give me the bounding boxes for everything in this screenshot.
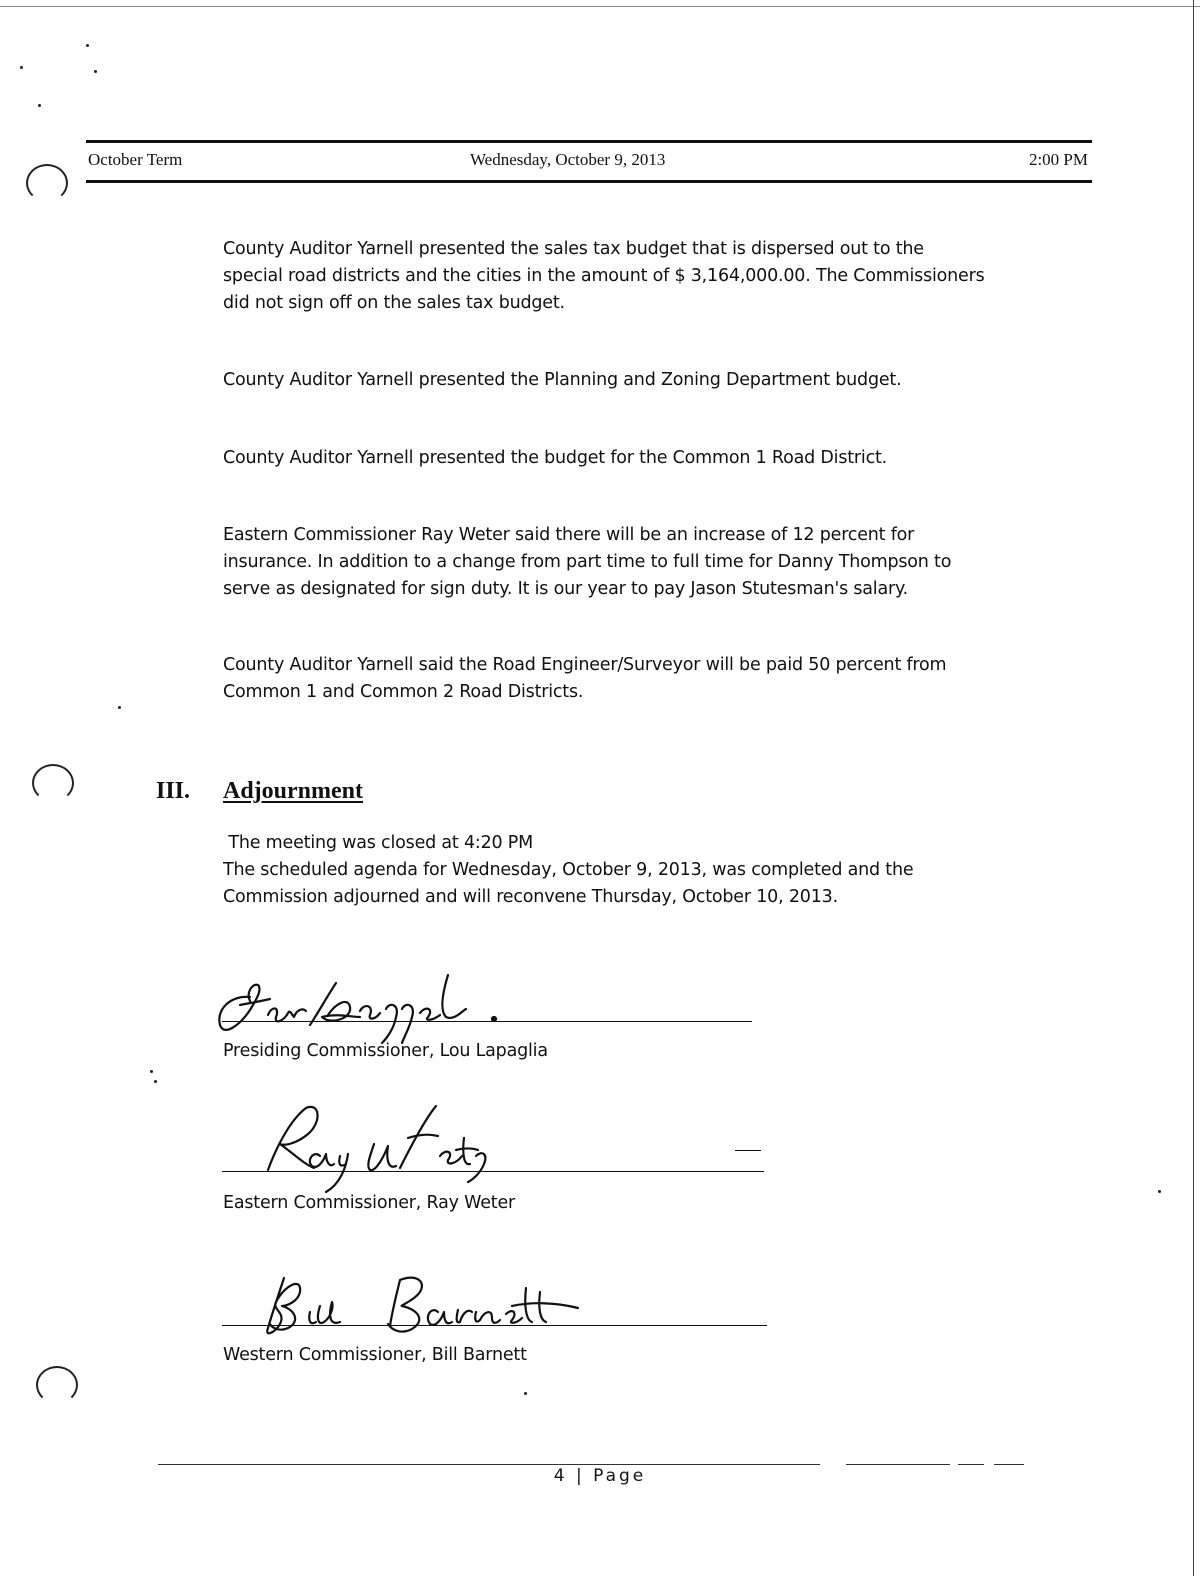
section-number: III. <box>156 778 191 804</box>
header-rule-top <box>86 140 1092 143</box>
binder-hole-top <box>26 164 68 202</box>
scan-speck <box>154 1080 157 1083</box>
section-title: Adjournment <box>223 778 364 804</box>
header-time: 2:00 PM <box>1028 150 1088 169</box>
signature-bill-barnett <box>250 1262 590 1342</box>
caption-presiding-commissioner: Presiding Commissioner, Lou Lapaglia <box>223 1041 548 1061</box>
signature-line-eastern <box>222 1171 764 1172</box>
scan-speck <box>118 706 121 709</box>
signature-ray-weter <box>250 1098 510 1198</box>
scan-speck <box>20 66 23 69</box>
scan-speck <box>38 104 41 107</box>
scan-speck <box>1158 1190 1161 1193</box>
adjournment-line-3: Commission adjourned and will reconvene Thursday, October 10, 2013. <box>223 887 838 907</box>
scan-speck <box>150 1070 153 1073</box>
page-edge-right <box>1193 0 1194 1576</box>
caption-western-commissioner: Western Commissioner, Bill Barnett <box>223 1345 527 1365</box>
page-number: 4 | Page <box>553 1466 647 1486</box>
signature-line-presiding <box>222 1021 752 1022</box>
signature-lou-lapaglia <box>210 955 530 1045</box>
scan-speck <box>524 1392 527 1395</box>
adjournment-line-1: The meeting was closed at 4:20 PM <box>223 833 534 853</box>
binder-hole-middle <box>32 764 74 802</box>
paragraph-sales-tax-budget: County Auditor Yarnell presented the sales tax budget that is dispersed out to the special road districts and the cities in the amount of $ 3,164,000.00. The Commissioners did not sign off on the sales tax budget. <box>223 239 985 313</box>
paragraph-road-engineer: County Auditor Yarnell said the Road Engineer/Surveyor will be paid 50 percent from Common 1 and Common 2 Road Districts. <box>223 655 947 702</box>
paragraph-insurance-increase: Eastern Commissioner Ray Weter said there will be an increase of 12 percent for insurance. In addition to a change from part time to full time for Danny Thompson to serve as designated for sign duty. It is our year to pay Jason Stutesman's salary. <box>223 525 952 599</box>
footer-rule-segment <box>158 1464 820 1465</box>
caption-eastern-commissioner: Eastern Commissioner, Ray Weter <box>223 1193 516 1213</box>
signature-line-western <box>222 1325 767 1326</box>
binder-hole-bottom <box>36 1366 78 1404</box>
paragraph-common-1-budget: County Auditor Yarnell presented the budget for the Common 1 Road District. <box>223 448 888 468</box>
header-rule-bottom <box>86 180 1092 183</box>
paragraph-planning-zoning: County Auditor Yarnell presented the Planning and Zoning Department budget. <box>223 370 902 390</box>
footer-rule-segment <box>958 1464 984 1465</box>
footer-rule-segment <box>846 1464 950 1465</box>
scan-speck <box>86 44 89 47</box>
signature-dash-mark <box>735 1150 761 1151</box>
page-edge-top <box>0 6 1200 7</box>
footer-rule-segment <box>994 1464 1024 1465</box>
scan-speck <box>94 70 97 73</box>
running-header <box>88 150 1088 174</box>
header-date: Wednesday, October 9, 2013 <box>470 150 666 169</box>
header-term: October Term <box>88 150 183 169</box>
adjournment-line-2: The scheduled agenda for Wednesday, October 9, 2013, was completed and the <box>223 860 914 880</box>
